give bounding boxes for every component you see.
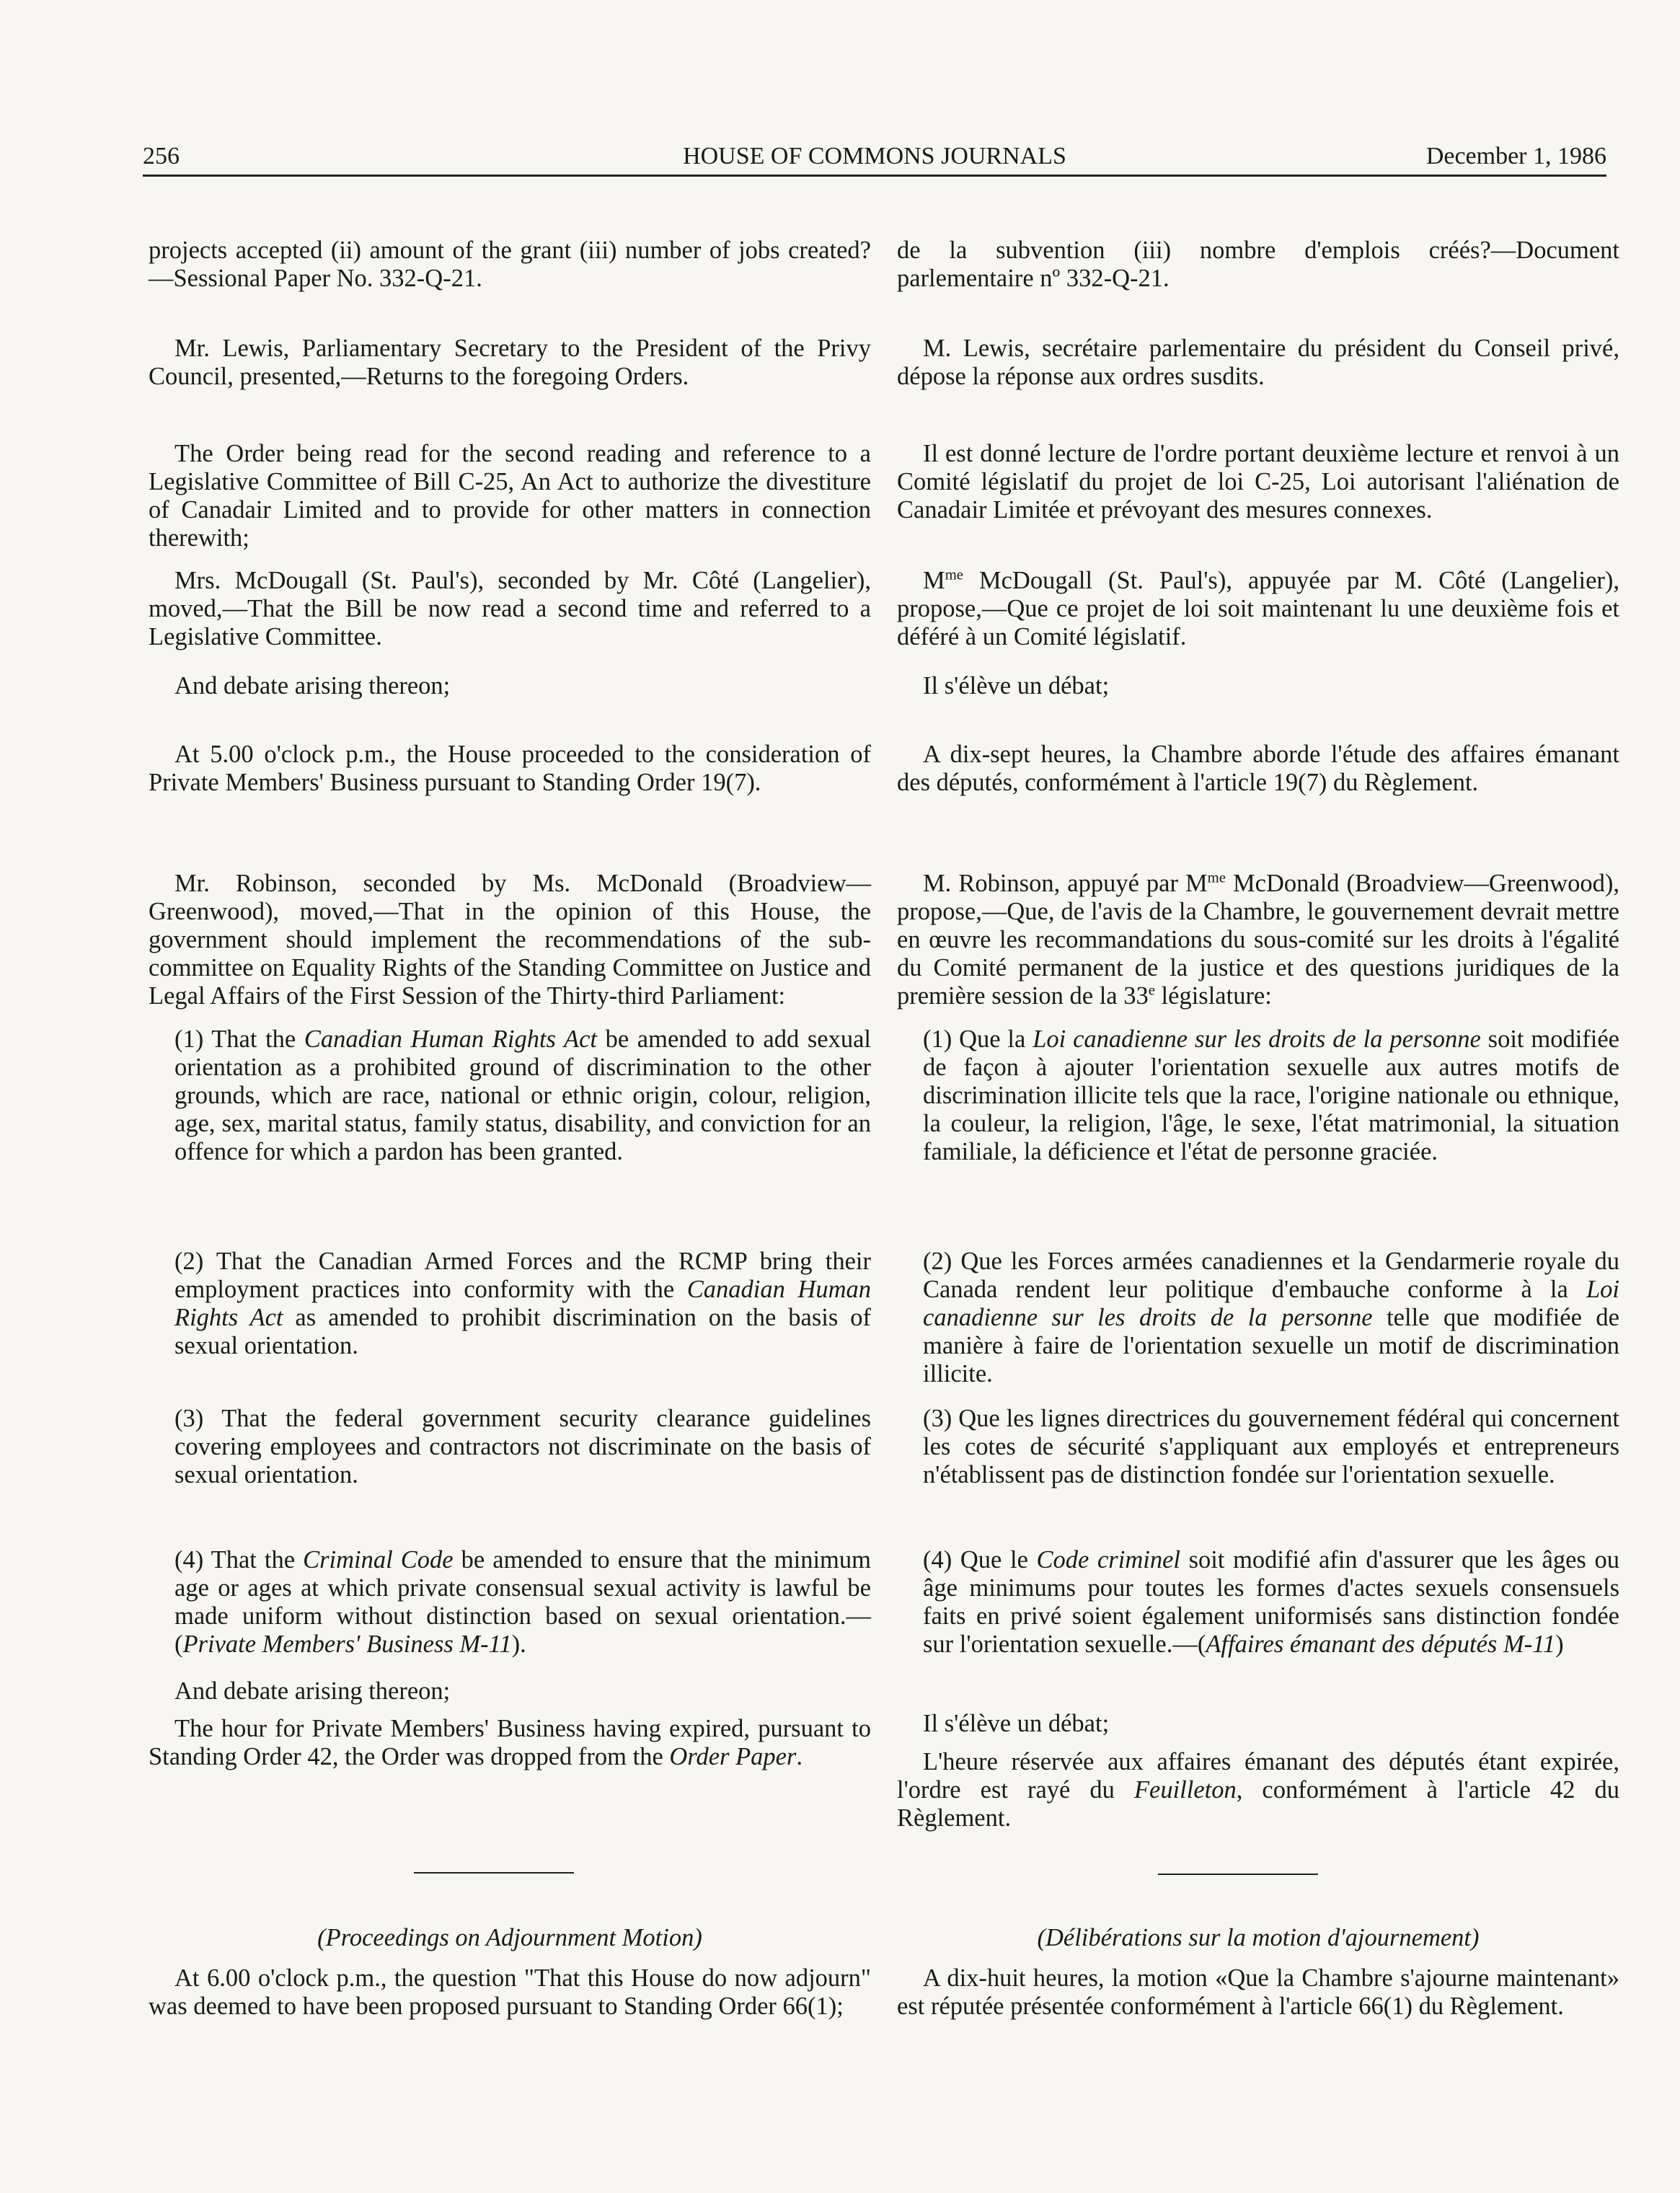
en-section-heading: (Proceedings on Adjournment Motion) — [317, 1924, 702, 1951]
en-paragraph-7: Mr. Robinson, seconded by Ms. McDonald (Broadview—Greenwood), moved,—That in the opinion of this House, the government should implement the recommendations of the sub-committee on Equality Rights of the Standing Committee on Justice and Legal Affairs of the First Session of the Thirty-third Parliament: — [149, 870, 871, 1010]
fr-paragraph-4: $M^{me}$ McDougall (St. Paul's), appuyée par M. Côté (Langelier), propose,—Que ce projet de loi soit maintenant lu une deuxième fois et déféré à un Comité législatif. — [897, 567, 1619, 650]
section-divider — [414, 1872, 574, 1874]
en-paragraph-6: At 5.00 o'clock p.m., the House proceeded to the consideration of Private Members' Business pursuant to Standing Order 19(7). — [149, 741, 871, 796]
en-paragraph-9: The hour for Private Members' Business having expired, pursuant to Standing Order 42, the Order was dropped from the Order Paper. — [149, 1715, 871, 1770]
fr-paragraph-8: Il s'élève un débat; — [923, 1710, 1110, 1737]
en-paragraph-2: Mr. Lewis, Parliamentary Secretary to the President of the Privy Council, presented,—Returns to the foregoing Orders. — [149, 335, 871, 390]
fr-paragraph-7: M. Robinson, appuyé par $M^{me}$ McDonald (Broadview—Greenwood), propose,—Que, de l'avis de la Chambre, le gouvernement devrait mettre en œuvre les recommandations du sous-comité sur les droits à l'égalité du Comité permanent de la justice et des questions juridiques de la première session de la 33e législature: — [897, 870, 1619, 1010]
fr-section-heading: (Délibérations sur la motion d'ajournement) — [1037, 1924, 1480, 1951]
fr-paragraph-1: de la subvention (iii) nombre d'emplois créés?—Document parlementaire nº 332-Q-21. — [897, 237, 1619, 292]
journal-date: December 1, 1986 — [1425, 143, 1606, 169]
en-item-2: (2) That the Canadian Armed Forces and the RCMP bring their employment practices into conformity with the Canadian Human Rights Act as amended to prohibit discrimination on the basis of sexual orientation. — [174, 1248, 871, 1359]
en-paragraph-8: And debate arising thereon; — [174, 1677, 451, 1705]
en-paragraph-5: And debate arising thereon; — [174, 672, 451, 700]
fr-paragraph-3: Il est donné lecture de l'ordre portant deuxième lecture et renvoi à un Comité législatif du projet de loi C-25, Loi autorisant l'aliénation de Canadair Limitée et prévoyant des mesures connexes. — [897, 440, 1619, 524]
en-paragraph-3: The Order being read for the second reading and reference to a Legislative Committee of Bill C-25, An Act to authorize the divestiture of Canadair Limited and to provide for other matters in connection therewith; — [149, 440, 871, 552]
en-paragraph-1: projects accepted (ii) amount of the grant (iii) number of jobs created?—Sessional Paper No. 332-Q-21. — [149, 237, 871, 292]
fr-item-2: (2) Que les Forces armées canadiennes et la Gendarmerie royale du Canada rendent leur politique d'embauche conforme à la Loi canadienne sur les droits de la personne telle que modifiée de manière à faire de l'orientation sexuelle un motif de discrimination illicite. — [923, 1248, 1619, 1387]
en-paragraph-10: At 6.00 o'clock p.m., the question "That this House do now adjourn" was deemed to have been proposed pursuant to Standing Order 66(1); — [149, 1964, 871, 2020]
fr-paragraph-10: A dix-huit heures, la motion «Que la Chambre s'ajourne maintenant» est réputée présentée conformément à l'article 66(1) du Règlement. — [897, 1964, 1619, 2020]
fr-item-1: (1) Que la Loi canadienne sur les droits de la personne soit modifiée de façon à ajouter l'orientation sexuelle aux autres motifs de discrimination illicite tels que la race, l'origine nationale ou ethnique, la couleur, la religion, l'âge, le sexe, l'état matrimonial, la situation familiale, la déficience et l'état de personne graciée. — [923, 1025, 1620, 1165]
fr-paragraph-9: L'heure réservée aux affaires émanant des députés étant expirée, l'ordre est rayé du Feuilleton, conformément à l'article 42 du Règlement. — [897, 1748, 1620, 1832]
fr-paragraph-6: A dix-sept heures, la Chambre aborde l'étude des affaires émanant des députés, conformément à l'article 19(7) du Règlement. — [897, 741, 1619, 796]
en-item-1: (1) That the Canadian Human Rights Act be amended to add sexual orientation as a prohibited ground of discrimination to the other grounds, which are race, national or ethnic origin, colour, religion, age, sex, marital status, family status, disability, and conviction for an offence for which a pardon has been granted. — [174, 1025, 871, 1165]
fr-item-3: (3) Que les lignes directrices du gouvernement fédéral qui concernent les cotes de sécurité s'appliquant aux employés et entrepreneurs n'établissent pas de distinction fondée sur l'orientation sexuelle. — [923, 1405, 1619, 1488]
fr-paragraph-5: Il s'élève un débat; — [923, 672, 1110, 700]
page-header — [143, 137, 1606, 177]
en-item-3: (3) That the federal government security clearance guidelines covering employees and contractors not discriminate on the basis of sexual orientation. — [174, 1405, 871, 1488]
fr-item-4: (4) Que le Code criminel soit modifié afin d'assurer que les âges ou âge minimums pour toutes les formes d'actes sexuels consensuels faits en privé soient également uniformisés sans distinction fondée sur l'orientation sexuelle.—(Affaires émanant des députés M-11) — [923, 1546, 1619, 1658]
page-number: 256 — [143, 143, 180, 169]
en-item-4: (4) That the Criminal Code be amended to ensure that the minimum age or ages at which private consensual sexual activity is lawful be made uniform without distinction based on sexual orientation.—(Private Members' Business M-11). — [174, 1546, 871, 1658]
en-paragraph-4: Mrs. McDougall (St. Paul's), seconded by Mr. Côté (Langelier), moved,—That the Bill be now read a second time and referred to a Legislative Committee. — [149, 567, 871, 650]
section-divider — [1158, 1874, 1318, 1875]
fr-paragraph-2: M. Lewis, secrétaire parlementaire du président du Conseil privé, dépose la réponse aux ordres susdits. — [897, 335, 1619, 390]
journal-title: HOUSE OF COMMONS JOURNALS — [683, 143, 1066, 169]
